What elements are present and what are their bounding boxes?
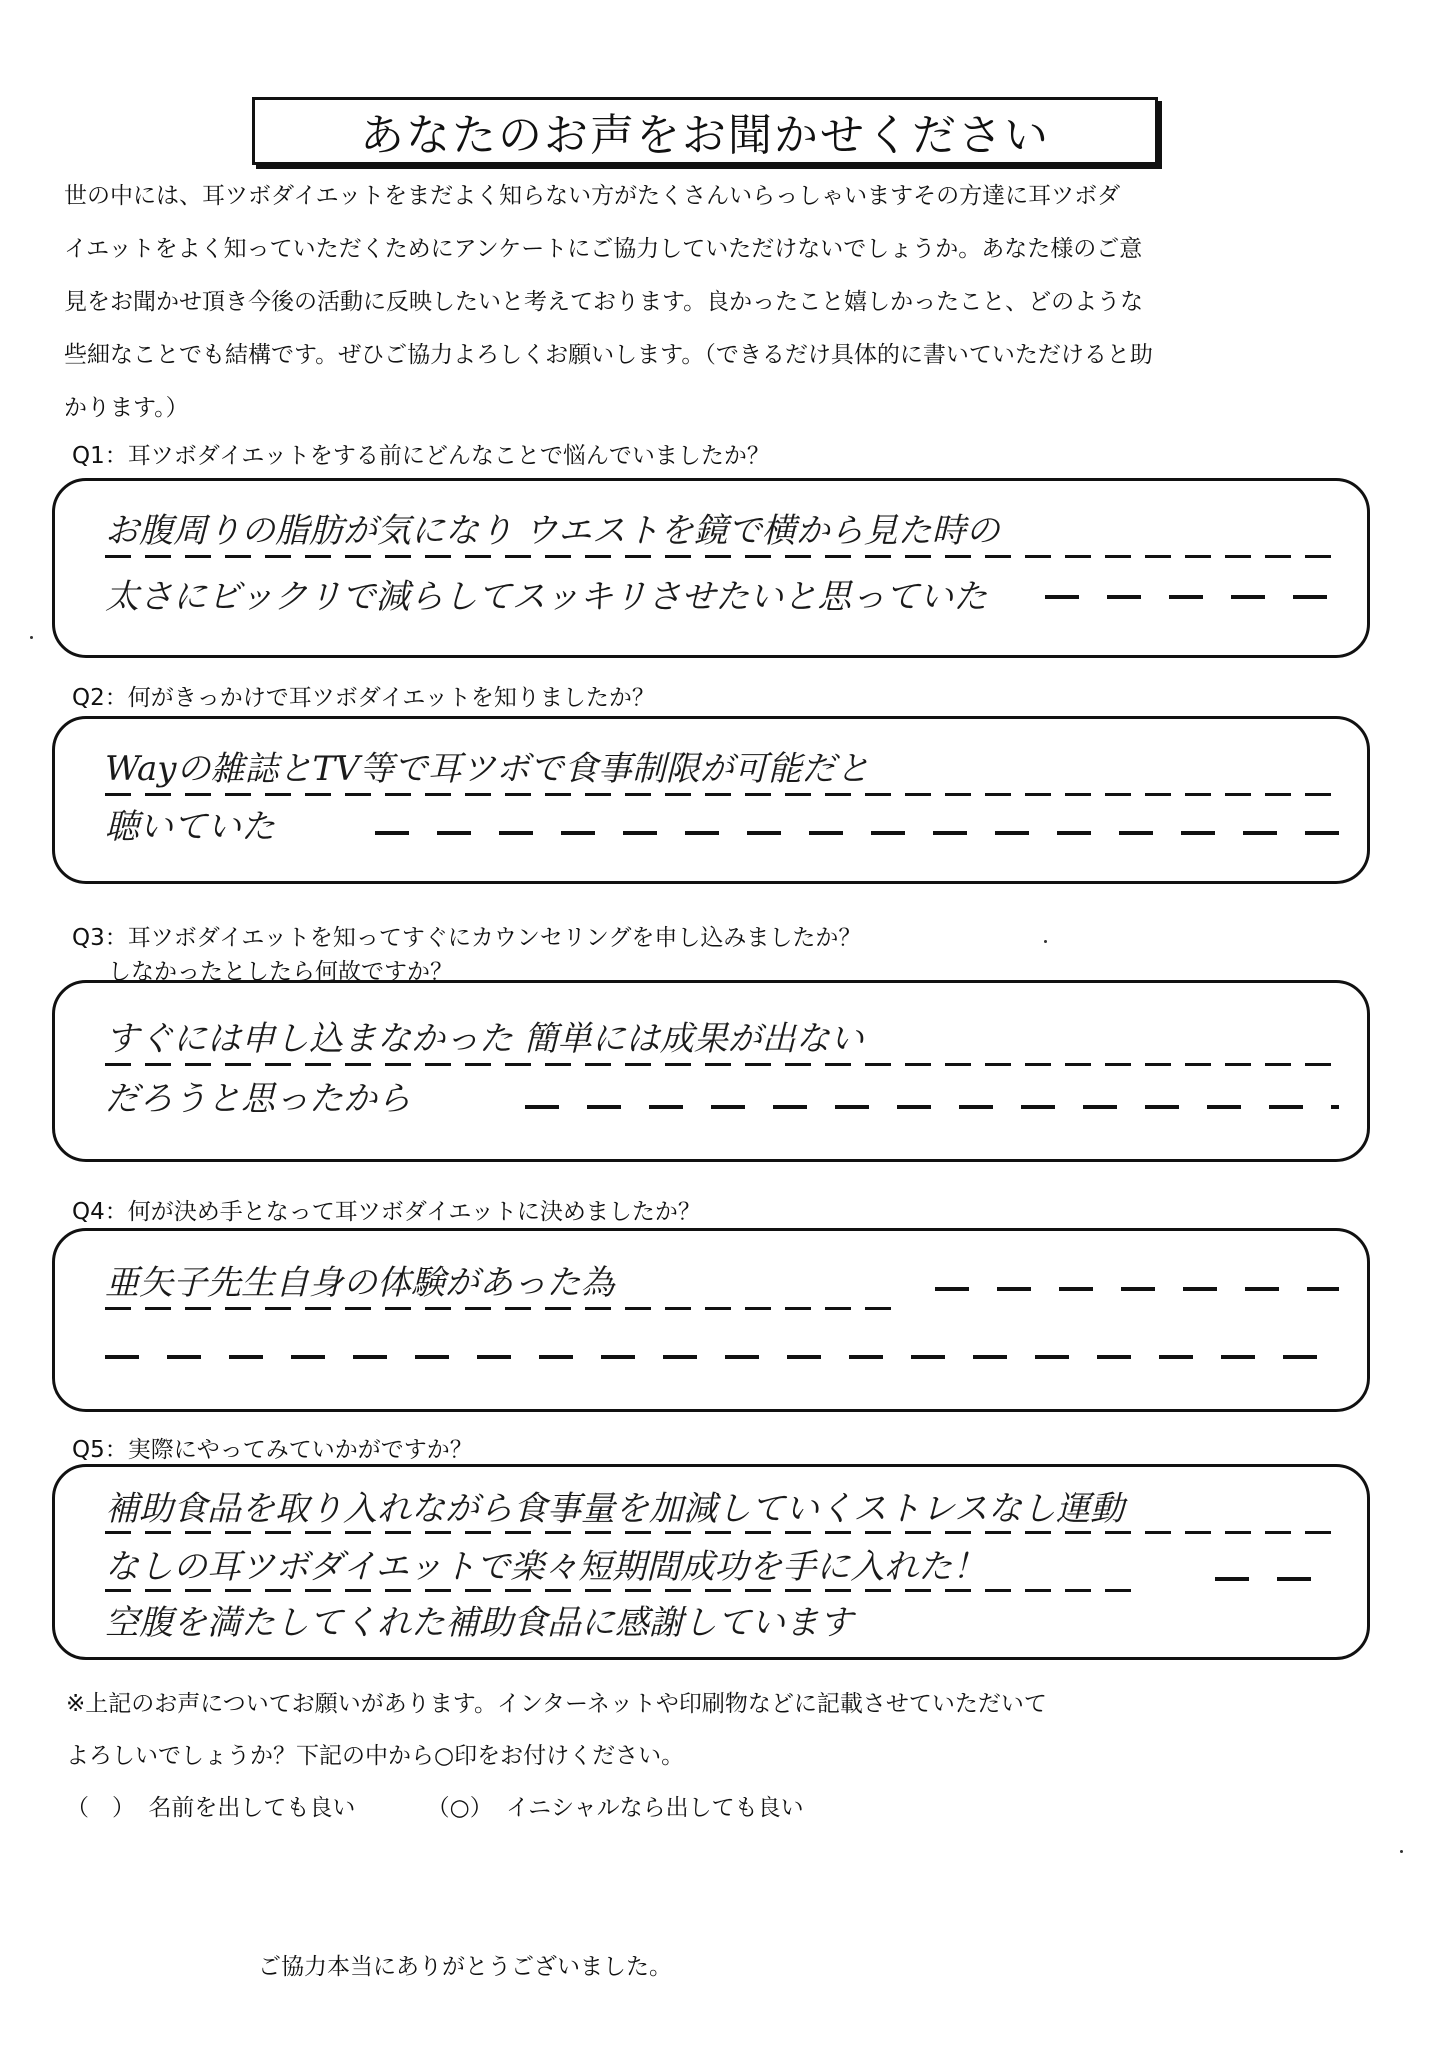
answer-box-1	[52, 478, 1370, 658]
scan-speck	[1044, 940, 1047, 943]
answer-text: 空腹を満たしてくれた補助食品に感謝しています	[105, 1603, 853, 1643]
answer-text: 補助食品を取り入れながら食事量を加減していくストレスなし運動	[105, 1489, 1124, 1529]
question-2-label: Q2：何がきっかけで耳ツボダイエットを知りましたか？	[72, 685, 655, 711]
request-note-line-1: ※上記のお声についてお願いがあります。インターネットや印刷物などに記載させていただいて	[66, 1691, 1047, 1717]
scan-speck	[30, 636, 33, 639]
answer-text: 亜矢子先生自身の体験があった為	[105, 1263, 615, 1303]
underline	[105, 1063, 1345, 1066]
answer-text: 太さにビックリで減らしてスッキリさせたいと思っていた	[105, 577, 988, 617]
question-1-label: Q1：耳ツボダイエットをする前にどんなことで悩んでいましたか？	[72, 443, 770, 469]
answer-3-line-2	[105, 1079, 507, 1119]
option-name-mark[interactable]: （ ）	[66, 1795, 135, 1821]
answer-1-line-1	[105, 511, 1339, 551]
answer-text: 聴いていた	[105, 807, 275, 847]
option-initial-label: イニシャルなら出しても良い	[506, 1795, 804, 1821]
answer-text: お腹周りの脂肪が気になり ウエストを鏡で横から見た時の	[105, 511, 1000, 551]
dash-fill	[525, 1105, 1339, 1109]
answer-1-line-2	[105, 577, 1047, 617]
underline	[105, 1531, 1345, 1534]
intro-line: 見をお聞かせ頂き今後の活動に反映したいと考えております。良かったこと嬉しかったこと、どのような	[64, 289, 1144, 315]
answer-box-5	[52, 1464, 1370, 1660]
answer-text: だろうと思ったから	[105, 1079, 411, 1119]
intro-paragraph	[64, 170, 1374, 435]
question-3-label: Q3：耳ツボダイエットを知ってすぐにカウンセリングを申し込みましたか？	[72, 925, 862, 951]
answer-5-line-3	[105, 1603, 1067, 1643]
answer-box-4	[52, 1228, 1370, 1412]
answer-box-3	[52, 980, 1370, 1162]
intro-line: かります。）	[64, 395, 189, 421]
intro-line: 世の中には、耳ツボダイエットをまだよく知らない方がたくさんいらっしゃいますその方達に耳ツボダ	[64, 183, 1121, 209]
answer-2-line-1	[105, 749, 1339, 789]
underline	[105, 793, 1345, 796]
dash-fill	[1215, 1577, 1339, 1581]
answer-2-line-2	[105, 807, 367, 847]
question-3-sublabel: しなかったとしたら何故ですか？	[108, 959, 453, 985]
question-4-label: Q4：何が決め手となって耳ツボダイエットに決めましたか？	[72, 1199, 701, 1225]
permission-options	[66, 1792, 804, 1824]
answer-box-2	[52, 716, 1370, 884]
dash-fill	[935, 1287, 1339, 1291]
answer-text: すぐには申し込まなかった 簡単には成果が出ない	[105, 1019, 864, 1059]
underline	[105, 555, 1345, 558]
page-title: あなたのお声をお聞かせください	[252, 97, 1158, 165]
option-name-label: 名前を出しても良い	[148, 1795, 356, 1821]
dash-fill	[105, 1355, 1339, 1359]
intro-line: イエットをよく知っていただくためにアンケートにご協力していただけないでしょうか。あなた様のご意	[64, 236, 1143, 262]
answer-3-line-1	[105, 1019, 1339, 1059]
dash-fill	[375, 831, 1339, 835]
answer-4-line-1	[105, 1263, 907, 1303]
closing-thanks: ご協力本当にありがとうございました。	[258, 1954, 672, 1980]
intro-line: 些細なことでも結構です。ぜひご協力よろしくお願いします。（できるだけ具体的に書いていただけると助	[64, 342, 1153, 368]
underline	[105, 1589, 1145, 1592]
answer-text: Wayの雑誌とTV等で耳ツボで食事制限が可能だと	[105, 749, 870, 789]
underline	[105, 1307, 905, 1310]
scan-speck	[1400, 1850, 1403, 1853]
question-5-label: Q5：実際にやってみていかがですか？	[72, 1437, 473, 1463]
option-initial-mark[interactable]: （○）	[426, 1795, 493, 1821]
answer-5-line-2	[105, 1547, 1137, 1587]
dash-fill	[1045, 595, 1339, 599]
answer-text: なしの耳ツボダイエットで楽々短期間成功を手に入れた！	[105, 1547, 987, 1587]
request-note-line-2: よろしいでしょうか？下記の中から○印をお付けください。	[66, 1743, 685, 1769]
answer-5-line-1	[105, 1489, 1339, 1529]
